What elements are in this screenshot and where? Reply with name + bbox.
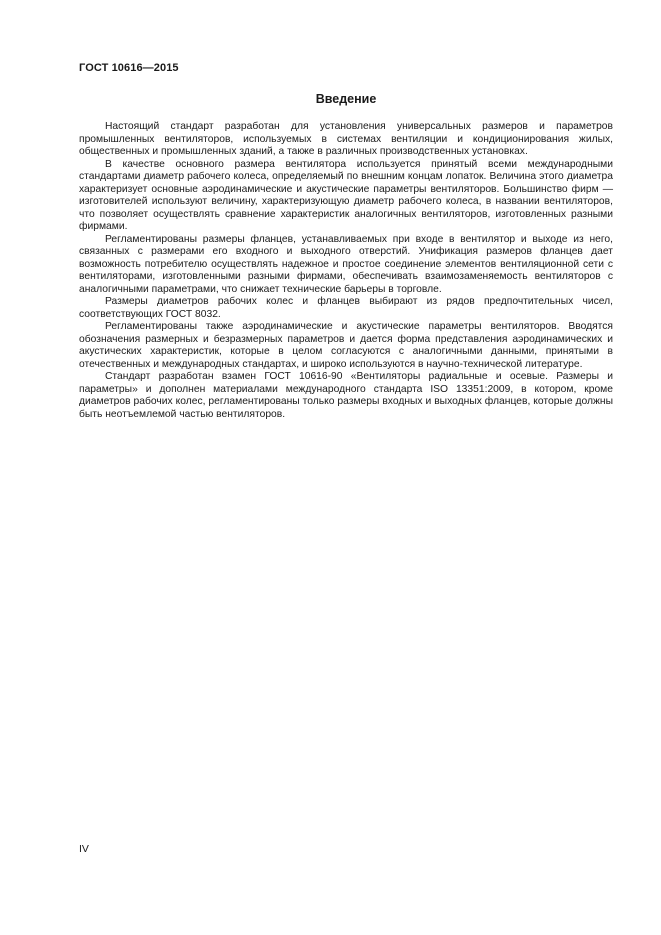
paragraph: Настоящий стандарт разработан для установления универсальных размеров и параметров промышленных вентиляторов, используемых в системах вентиляции и кондиционирования жилых, общественных и промышленных зданий, а также в различных производственных установках. (79, 121, 613, 157)
paragraph: Регламентированы также аэродинамические и акустические параметры вентиляторов. Вводятся обозначения размерных и безразмерных параметров и дается форма представления аэродинамических и акустических характеристик, которые в целом согласуются с аналогичными данными, принятыми в отечественных и международных стандартах, и широко используются в научно-технической литературе. (79, 321, 613, 370)
paragraph: Размеры диаметров рабочих колес и фланцев выбирают из рядов предпочтительных чисел, соответствующих ГОСТ 8032. (79, 296, 613, 320)
document-header: ГОСТ 10616—2015 (79, 62, 179, 74)
introduction-body (79, 121, 613, 421)
paragraph: Стандарт разработан взамен ГОСТ 10616-90 «Вентиляторы радиальные и осевые. Размеры и параметры» и дополнен материалами международного стандарта ISO 13351:2009, в котором, кроме диаметров рабочих колес, регламентированы только размеры входных и выходных фланцев, которые должны быть неотъемлемой частью вентиляторов. (79, 371, 613, 420)
paragraph: В качестве основного размера вентилятора используется принятый всеми международными стандартами диаметр рабочего колеса, определяемый по внешним концам лопаток. Величина этого диаметра характеризует основные аэродинамические и акустические параметры вентиляторов. Большинство фирм — изготовителей используют величину, характеризующую диаметр рабочего колеса, в названии вентиляторов, что позволяет осуществлять сравнение характеристик аналогичных вентиляторов, изготовленных разными фирмами. (79, 158, 613, 232)
page-number: IV (79, 843, 89, 855)
paragraph: Регламентированы размеры фланцев, устанавливаемых при входе в вентилятор и выходе из него, связанных с размерами его входного и выходного отверстий. Унификация размеров фланцев дает возможность потребителю осуществлять надежное и простое соединение элементов вентиляционной сети с вентиляторами, изготовленными разными фирмами, обеспечивать взаимозаменяемость вентиляторов с аналогичными параметрами, что снижает технические барьеры в торговле. (79, 233, 613, 295)
section-title: Введение (315, 92, 377, 106)
